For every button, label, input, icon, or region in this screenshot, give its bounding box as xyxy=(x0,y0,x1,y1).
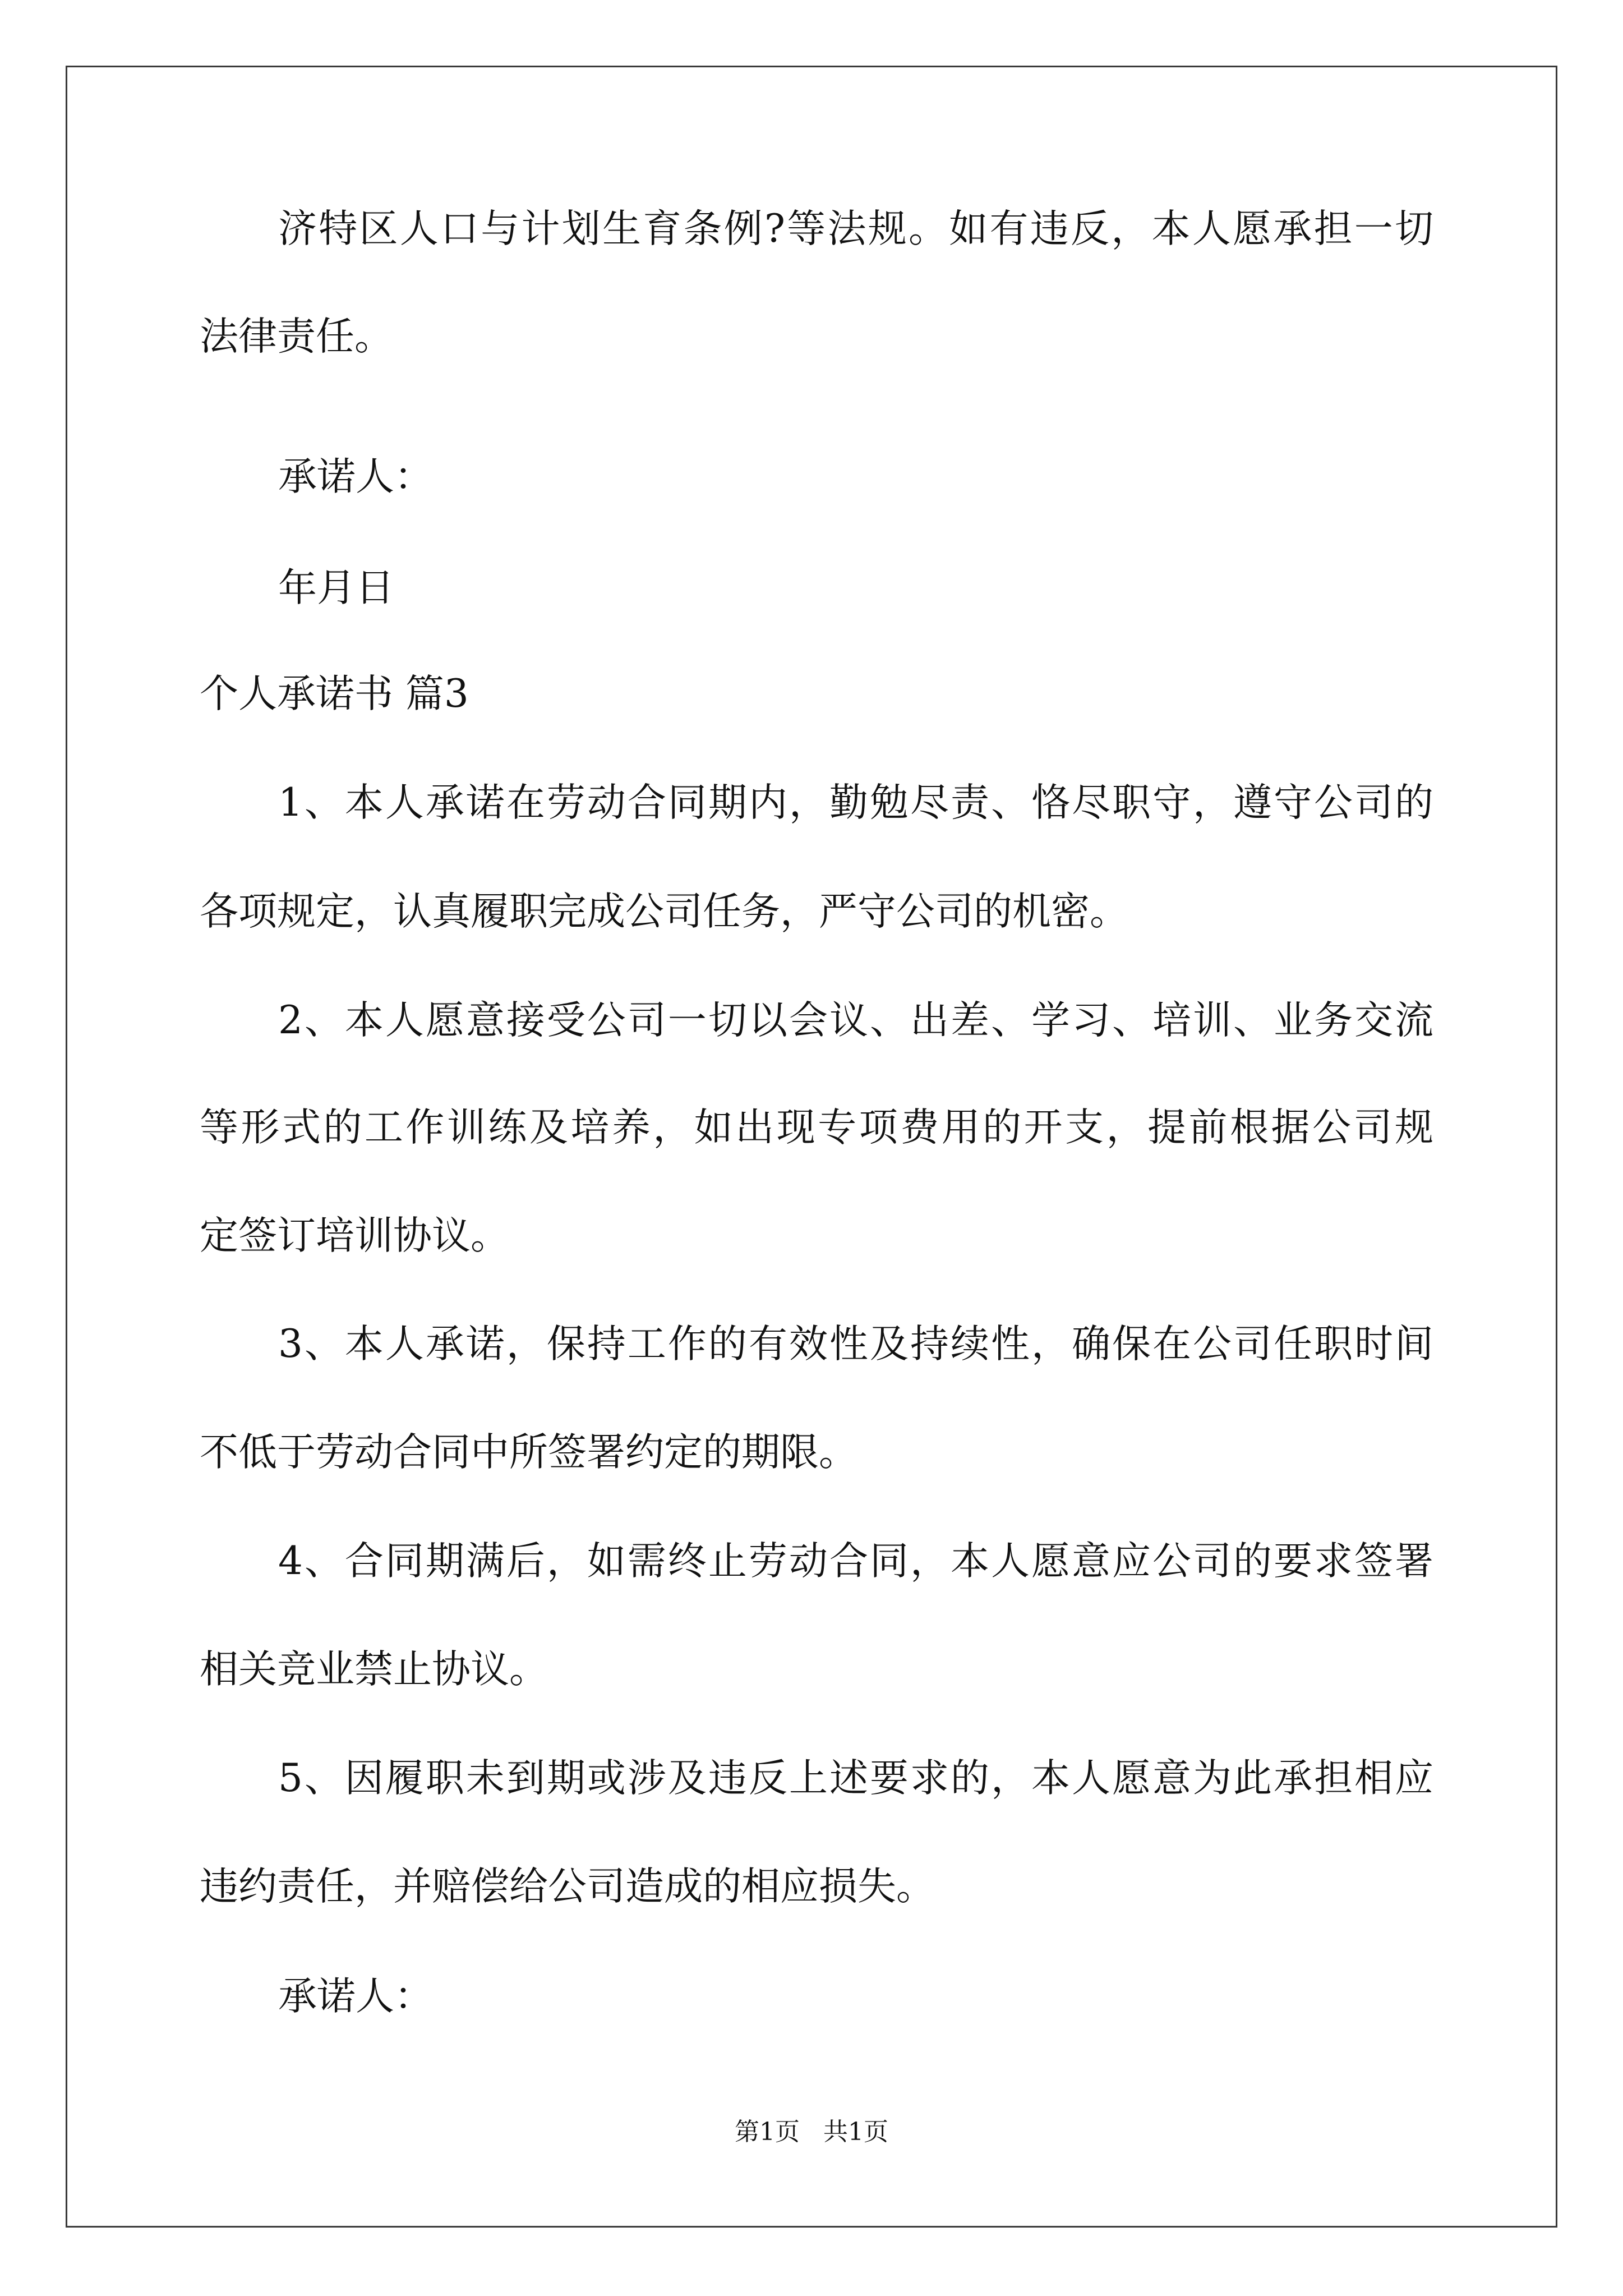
paragraph-line: 济特区人口与计划生育条例?等法规。如有违反，本人愿承担一切 xyxy=(278,206,1433,251)
signature-label: 承诺人： xyxy=(278,454,433,499)
paragraph-line: 5、因履职未到期或涉及违反上述要求的，本人愿意为此承担相应 xyxy=(278,1756,1433,1801)
date-label: 年月日 xyxy=(278,565,394,610)
paragraph-line: 3、本人承诺，保持工作的有效性及持续性，确保在公司任职时间 xyxy=(278,1322,1433,1366)
paragraph-line: 不低于劳动合同中所签署约定的期限。 xyxy=(200,1430,857,1475)
paragraph-line: 法律责任。 xyxy=(200,314,393,359)
paragraph-line: 各项规定，认真履职完成公司任务，严守公司的机密。 xyxy=(200,889,1128,934)
paragraph-line: 4、合同期满后，如需终止劳动合同，本人愿意应公司的要求签署 xyxy=(278,1539,1433,1584)
paragraph-line: 相关竞业禁止协议。 xyxy=(200,1647,548,1692)
paragraph-line: 等形式的工作训练及培养，如出现专项费用的开支，提前根据公司规 xyxy=(200,1105,1433,1150)
signature-label: 承诺人： xyxy=(278,1974,433,2019)
page-footer: 第1页 共1页 xyxy=(735,2118,888,2146)
paragraph-line: 1、本人承诺在劳动合同期内，勤勉尽责、恪尽职守，遵守公司的 xyxy=(278,780,1433,825)
paragraph-line: 定签订培训协议。 xyxy=(200,1213,509,1258)
paragraph-line: 违约责任，并赔偿给公司造成的相应损失。 xyxy=(200,1864,935,1909)
paragraph-line: 2、本人愿意接受公司一切以会议、出差、学习、培训、业务交流 xyxy=(278,998,1433,1043)
section-heading: 个人承诺书 篇3 xyxy=(200,671,469,716)
